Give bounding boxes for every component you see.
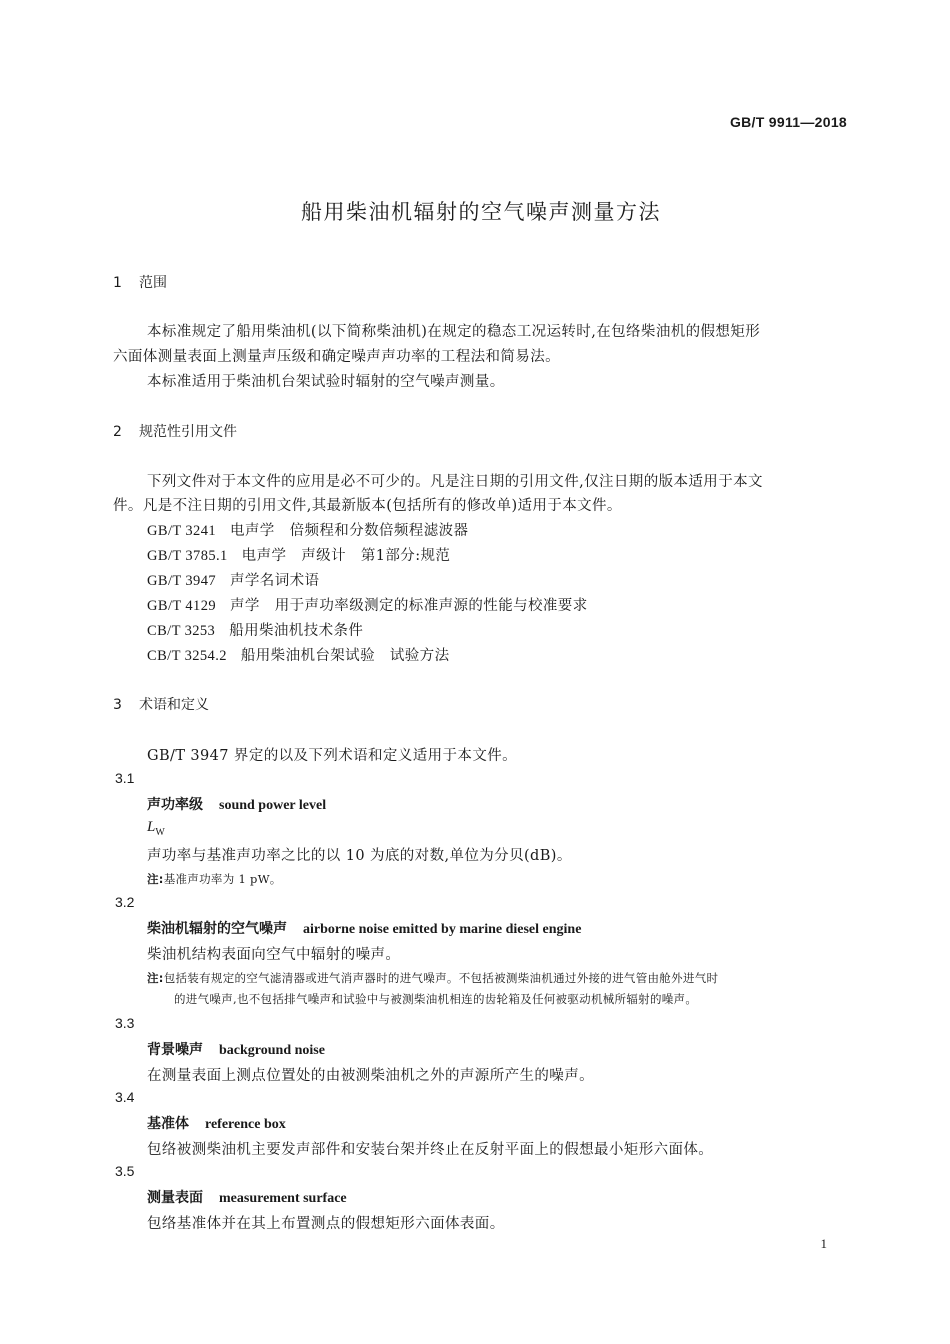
reference-code: GB/T 3785.1 xyxy=(147,548,228,564)
note-text: 基准声功率为 1 pW。 xyxy=(163,872,282,886)
term-note xyxy=(147,871,282,887)
normative-intro-line: 件。凡是不注日期的引用文件,其最新版本(包括所有的修改单)适用于本文件。 xyxy=(113,498,622,514)
section-3-heading xyxy=(113,694,209,714)
term-english: airborne noise emitted by marine diesel engine xyxy=(303,922,582,937)
scope-paragraph-line: 六面体测量表面上测量声压级和确定噪声声功率的工程法和简易法。 xyxy=(113,349,560,365)
term-chinese: 柴油机辐射的空气噪声 xyxy=(147,921,287,937)
reference-code: CB/T 3254.2 xyxy=(147,648,227,664)
reference-code: GB/T 3241 xyxy=(147,523,216,539)
section-title: 术语和定义 xyxy=(139,697,209,713)
note-label: 注: xyxy=(147,872,164,886)
reference-code: GB/T 4129 xyxy=(147,598,216,614)
section-number: 3 xyxy=(113,697,122,713)
term-chinese: 测量表面 xyxy=(147,1190,203,1206)
section-number: 2 xyxy=(113,424,122,440)
term-heading xyxy=(147,794,326,814)
term-english: background noise xyxy=(219,1043,325,1058)
reference-title: 声学名词术语 xyxy=(230,573,320,589)
term-definition: 在测量表面上测点位置处的由被测柴油机之外的声源所产生的噪声。 xyxy=(147,1068,594,1084)
term-note-continuation: 的进气噪声,也不包括排气噪声和试验中与被测柴油机相连的齿轮箱及任何被驱动机械所辐射的噪声。 xyxy=(174,992,698,1006)
scope-paragraph: 本标准适用于柴油机台架试验时辐射的空气噪声测量。 xyxy=(147,374,505,390)
term-definition: 柴油机结构表面向空气中辐射的噪声。 xyxy=(147,947,401,963)
terms-intro: GB/T 3947 界定的以及下列术语和定义适用于本文件。 xyxy=(147,748,518,764)
term-number: 3.3 xyxy=(115,1015,135,1031)
term-heading xyxy=(147,918,581,938)
standard-code: GB/T 9911—2018 xyxy=(729,114,847,130)
term-heading xyxy=(147,1039,325,1059)
normative-intro-line: 下列文件对于本文件的应用是必不可少的。凡是注日期的引用文件,仅注日期的版本适用于本文 xyxy=(147,474,763,490)
term-heading xyxy=(147,1187,347,1207)
scope-paragraph-line: 本标准规定了船用柴油机(以下简称柴油机)在规定的稳态工况运转时,在包络柴油机的假想矩形 xyxy=(147,324,761,340)
section-number: 1 xyxy=(113,275,122,291)
term-chinese: 基准体 xyxy=(147,1116,189,1132)
term-english: reference box xyxy=(205,1117,286,1132)
section-title: 范围 xyxy=(139,275,167,291)
reference-title: 电声学 声级计 第1部分:规范 xyxy=(241,548,451,564)
reference-item xyxy=(147,619,363,640)
reference-item xyxy=(147,644,449,665)
reference-code: CB/T 3253 xyxy=(147,623,216,639)
term-definition: 声功率与基准声功率之比的以 10 为底的对数,单位为分贝(dB)。 xyxy=(147,848,572,864)
term-number: 3.5 xyxy=(115,1163,135,1179)
term-number: 3.4 xyxy=(115,1089,135,1105)
reference-title: 船用柴油机台架试验 试验方法 xyxy=(240,648,450,664)
reference-title: 声学 用于声功率级测定的标准声源的性能与校准要求 xyxy=(230,598,588,614)
reference-code: GB/T 3947 xyxy=(147,573,216,589)
note-text: 包括装有规定的空气滤清器或进气消声器时的进气噪声。不包括被测柴油机通过外接的进气管由舱外进气时 xyxy=(163,971,719,985)
page-number: 1 xyxy=(820,1236,827,1251)
reference-item xyxy=(147,594,588,615)
reference-item xyxy=(147,569,319,590)
note-label: 注: xyxy=(147,971,164,985)
term-definition: 包络被测柴油机主要发声部件和安装台架并终止在反射平面上的假想最小矩形六面体。 xyxy=(147,1142,714,1158)
term-english: measurement surface xyxy=(219,1191,347,1206)
term-number: 3.1 xyxy=(115,770,135,786)
reference-title: 电声学 倍频程和分数倍频程滤波器 xyxy=(230,523,469,539)
section-1-heading xyxy=(113,272,167,292)
term-number: 3.2 xyxy=(115,894,135,910)
document-title: 船用柴油机辐射的空气噪声测量方法 xyxy=(301,200,661,224)
term-symbol: $L_W$ xyxy=(147,819,165,838)
term-english: sound power level xyxy=(219,798,327,813)
term-chinese: 声功率级 xyxy=(147,797,203,813)
term-heading xyxy=(147,1113,286,1133)
reference-item xyxy=(147,519,468,540)
term-note xyxy=(147,970,718,986)
reference-title: 船用柴油机技术条件 xyxy=(229,623,364,639)
section-title: 规范性引用文件 xyxy=(139,424,237,440)
term-definition: 包络基准体并在其上布置测点的假想矩形六面体表面。 xyxy=(147,1216,505,1232)
section-2-heading xyxy=(113,421,237,441)
term-chinese: 背景噪声 xyxy=(147,1042,203,1058)
reference-item xyxy=(147,544,450,565)
